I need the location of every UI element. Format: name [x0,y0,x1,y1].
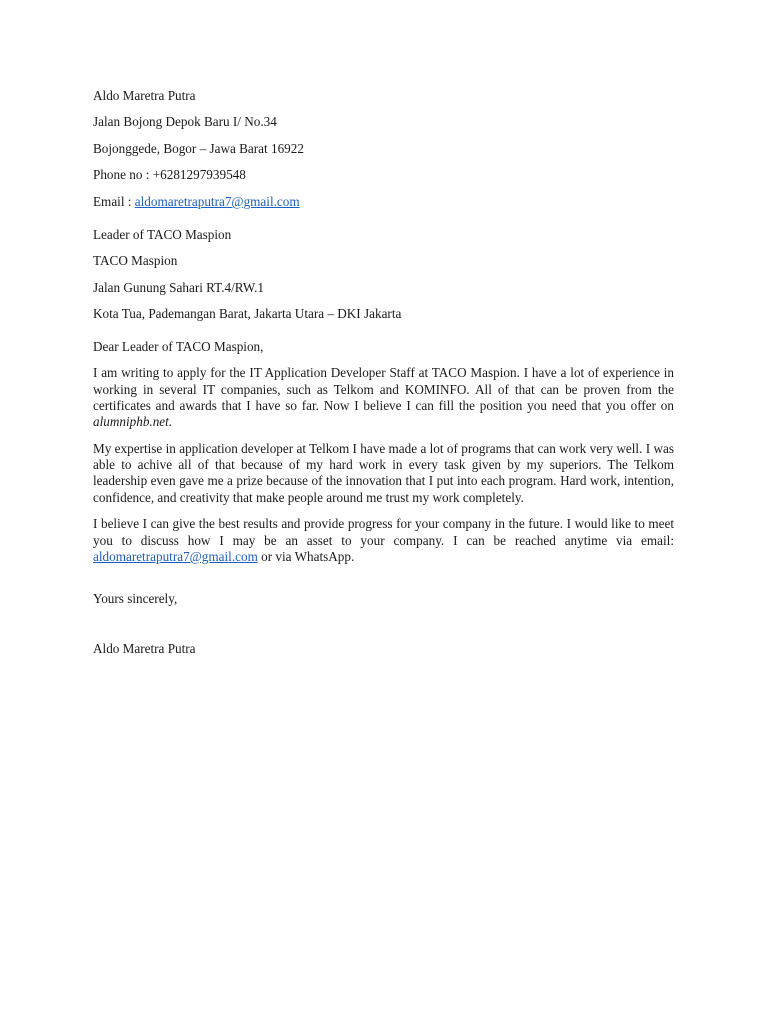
sender-phone: Phone no : +6281297939548 [93,167,246,183]
paragraph-1-text: I am writing to apply for the IT Application Developer Staff at TACO Maspion. I have a lot of experience in working in several IT companies, such as Telkom and KOMINFO. All of that can be proven from the certificates and awards that I have so far. Now I believe I can fill the position you need that you offer on [93,365,674,414]
letter-body [93,339,674,565]
sender-name: Aldo Maretra Putra [93,88,196,103]
paragraph-3-email-link[interactable]: aldomaretraputra7@gmail.com [93,548,258,564]
sender-email-link[interactable]: aldomaretraputra7@gmail.com [134,193,300,209]
paragraph-3-tail: or via WhatsApp. [257,548,355,564]
signature: Aldo Maretra Putra [93,641,196,657]
recipient-title: Leader of TACO Maspion [93,226,232,242]
recipient-address-line2: Kota Tua, Pademangan Barat, Jakarta Utara – DKI Jakarta [93,306,402,322]
paragraph-3-text: I believe I can give the best results and provide progress for your company in the future. I would like to meet you to discuss how I may be an asset to your company. I can be reached anytime via email: [93,516,674,548]
sender-email-label: Email : [93,193,135,209]
sender-email-line [93,194,674,210]
closing: Yours sincerely, [93,591,178,607]
paragraph-2: My expertise in application developer at Telkom I have made a lot of programs that can work very well. I was able to achive all of that because of my hard work in every task given by my superiors. The Telkom leadership even gave me a prize because of the innovation that I put into each program. Hard work, intention, confidence, and creativity that make people around me trust my work completely. [93,440,674,505]
salutation: Dear Leader of TACO Maspion, [93,338,264,354]
recipient-address-line1: Jalan Gunung Sahari RT.4/RW.1 [93,279,264,295]
sender-address-line1: Jalan Bojong Depok Baru I/ No.34 [93,114,277,130]
cover-letter [93,88,674,668]
paragraph-1 [93,365,674,430]
recipient-company: TACO Maspion [93,253,178,269]
paragraph-3 [93,516,674,565]
recipient-block [93,227,674,323]
paragraph-1-site: alumniphb.net. [93,414,173,430]
sender-address-line2: Bojonggede, Bogor – Jawa Barat 16922 [93,140,304,156]
sender-block [93,88,674,210]
